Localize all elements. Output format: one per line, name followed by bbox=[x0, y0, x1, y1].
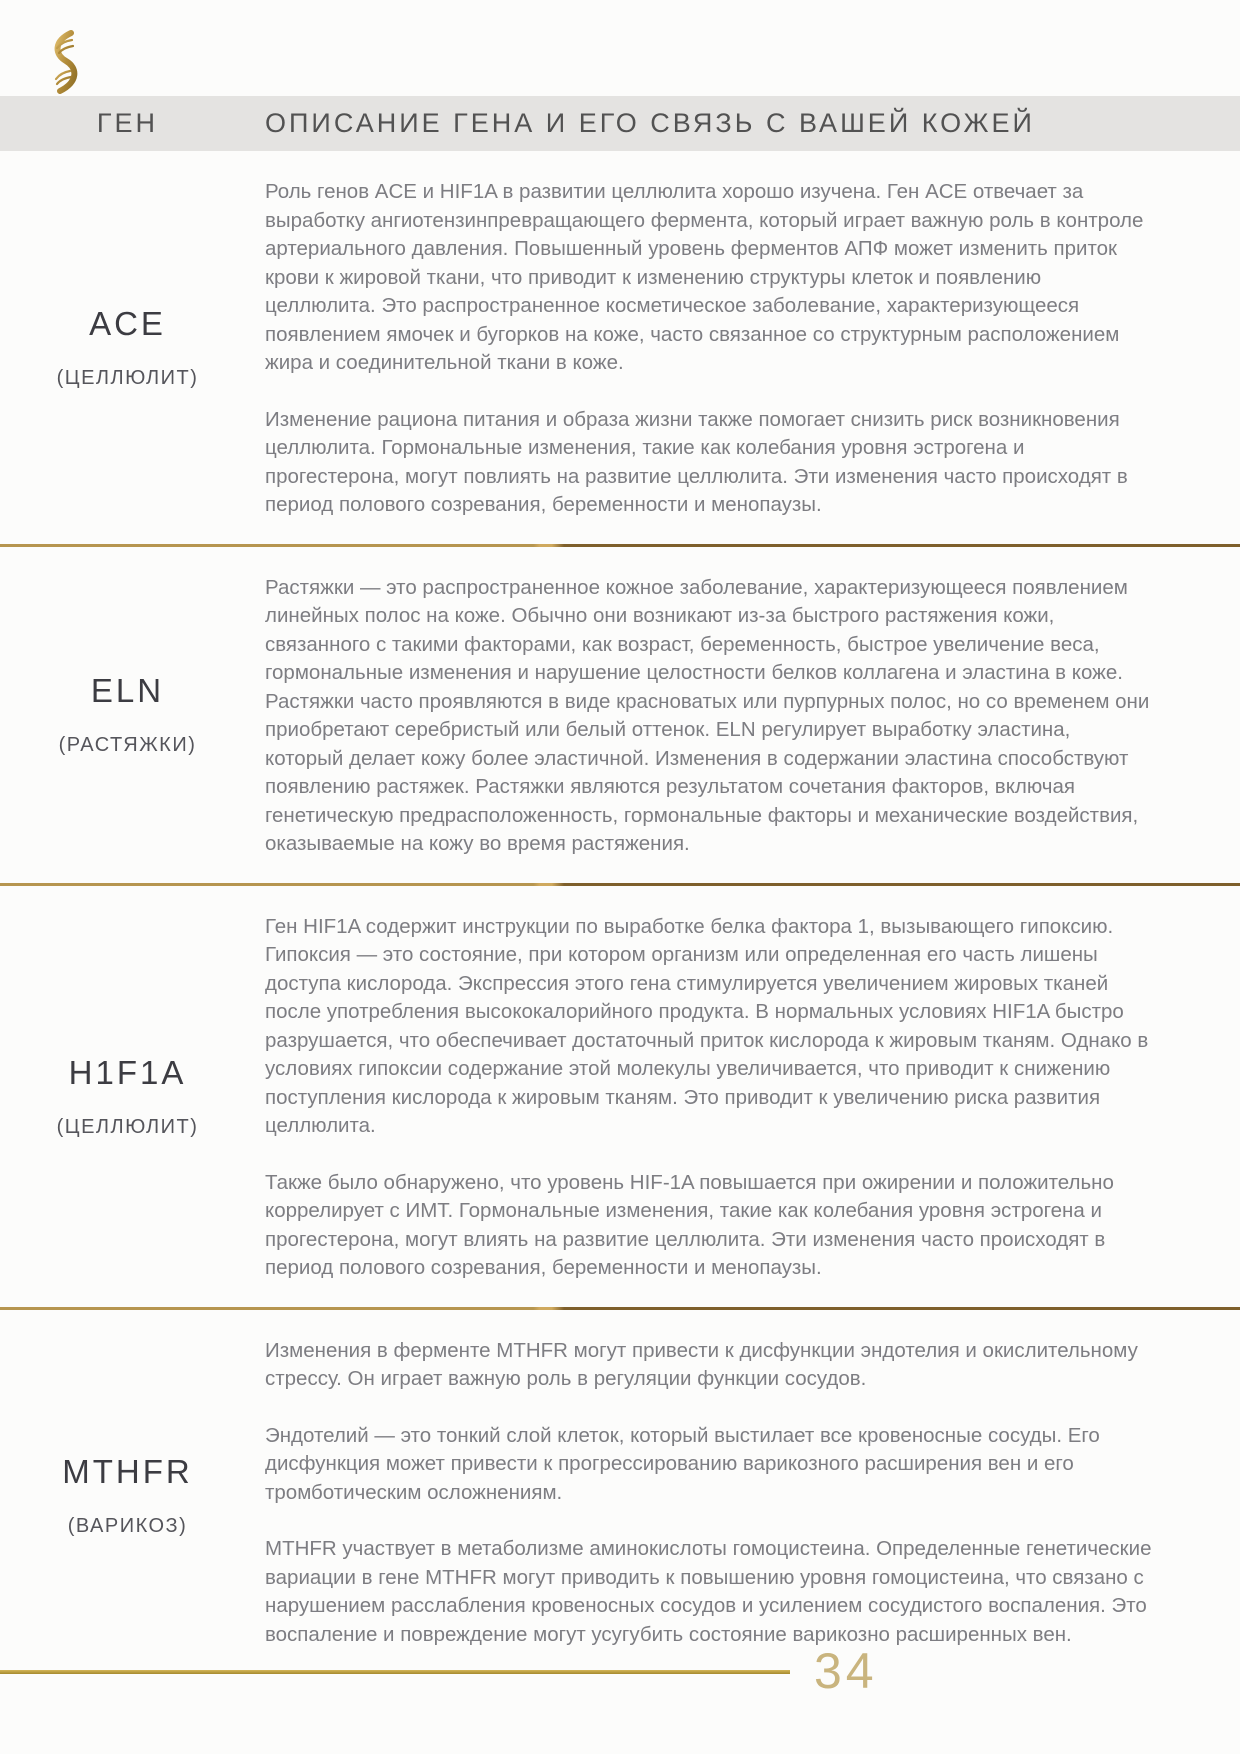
gene-name: MTHFR bbox=[62, 1453, 193, 1490]
gene-description bbox=[255, 151, 1240, 544]
gene-subtitle: (РАСТЯЖКИ) bbox=[58, 734, 197, 756]
gene-name: ACE bbox=[89, 304, 166, 342]
gene-subtitle: (ВАРИКОЗ) bbox=[67, 1515, 188, 1537]
description-column-header: ОПИСАНИЕ ГЕНА И ЕГО СВЯЗЬ С ВАШЕЙ КОЖЕЙ bbox=[265, 108, 1035, 138]
footer-rule bbox=[0, 1670, 790, 1674]
gene-description bbox=[255, 1310, 1240, 1682]
gene-description bbox=[255, 547, 1240, 883]
description-paragraph: Изменения в ферменте MTHFR могут привести к дисфункции эндотелия и окислительному стрессу. Он играет важную роль в регуляции функции сосудов. bbox=[265, 1338, 1138, 1390]
gene-description bbox=[255, 886, 1240, 1307]
gene-cell bbox=[0, 547, 255, 883]
description-paragraph: MTHFR участвует в метаболизме аминокислоты гомоцистеина. Определенные генетические вариации в гене MTHFR могут приводить к повышению уровня гомоцистеина, что связано с нарушением расслабления кровеносных сосудов и усилением сосудистого воспаления. Это воспаление и повреждение могут усугубить состояние варикозно расширенных вен. bbox=[265, 1537, 1152, 1646]
gene-cell bbox=[0, 1310, 255, 1682]
table-row-ace bbox=[0, 151, 1240, 544]
dna-helix-icon bbox=[45, 30, 85, 94]
table-row-eln bbox=[0, 547, 1240, 883]
description-paragraph: Ген HIF1A содержит инструкции по выработке белка фактора 1, вызывающего гипоксию. Гипоксия — это состояние, при котором организм или определенная его часть лишены доступа кислорода. Экспрессия этого гена стимулируется увеличением жировых тканей после употребления высококалорийного продукта. В нормальных условиях HIF1A быстро разрушается, что обеспечивает достаточный приток кислорода к жировым тканям. Однако в условиях гипоксии содержание этой молекулы увеличивается, что приводит к снижению поступления кислорода к жировым тканям. Это приводит к увеличению риска развития целлюлита. bbox=[265, 914, 1149, 1137]
gene-subtitle: (ЦЕЛЛЮЛИТ) bbox=[56, 1115, 199, 1138]
gene-cell bbox=[0, 151, 255, 544]
table-header bbox=[0, 96, 1240, 151]
description-paragraph: Изменение рациона питания и образа жизни также помогает снизить риск возникновения целлюлита. Гормональные изменения, такие как колебания уровня эстрогена и прогестерона, могут повлиять на развитие целлюлита. Эти изменения часто происходят в период полового созревания, беременности и менопаузы. bbox=[265, 407, 1128, 516]
description-paragraph: Роль генов ACE и HIF1A в развитии целлюлита хорошо изучена. Ген ACE отвечает за выработку ангиотензинпревращающего фермента, который играет важную роль в контроле артериального давления. Повышенный уровень ферментов АПФ может изменить приток крови к жировой ткани, что приводит к изменению структуры клеток и появлению целлюлита. Это распространенное косметическое заболевание, характеризующееся появлением ямочек и бугорков на коже, часто связанное со структурным расположением жира и соединительной ткани в коже. bbox=[265, 180, 1144, 374]
table-row-h1f1a bbox=[0, 886, 1240, 1307]
description-paragraph: Растяжки — это распространенное кожное заболевание, характеризующееся появлением линейных полос на коже. Обычно они возникают из-за быстрого растяжения кожи, связанного с такими факторами, как возраст, беременность, быстрое увеличение веса, гормональные изменения и нарушение целостности белков коллагена и эластина в коже. Растяжки часто проявляются в виде красноватых или пурпурных полос, но со временем они приобретают серебристый или белый оттенок. ELN регулирует выработку эластина, который делает кожу более эластичной. Изменения в содержании эластина способствуют появлению растяжек. Растяжки являются результатом сочетания факторов, включая генетическую предрасположенность, гормональные факторы и механические воздействия, оказываемые на кожу во время растяжения. bbox=[265, 575, 1150, 855]
description-paragraph: Также было обнаружено, что уровень HIF-1A повышается при ожирении и положительно коррелирует с ИМТ. Гормональные изменения, такие как колебания уровня эстрогена и прогестерона, могут влиять на развитие целлюлита. Эти изменения часто происходят в период полового созревания, беременности и менопаузы. bbox=[265, 1170, 1114, 1279]
table-row-mthfr bbox=[0, 1310, 1240, 1682]
page-number: 34 bbox=[814, 1643, 878, 1699]
gene-name: ELN bbox=[90, 672, 165, 709]
gene-column-header: ГЕН bbox=[96, 108, 159, 138]
gene-subtitle: (ЦЕЛЛЮЛИТ) bbox=[56, 366, 199, 389]
gene-table bbox=[0, 151, 1240, 1682]
gene-name: H1F1A bbox=[68, 1053, 187, 1091]
gene-cell bbox=[0, 886, 255, 1307]
description-paragraph: Эндотелий — это тонкий слой клеток, который выстилает все кровеносные сосуды. Его дисфункция может привести к прогрессированию варикозного расширения вен и его тромботическим осложнениям. bbox=[265, 1423, 1100, 1504]
